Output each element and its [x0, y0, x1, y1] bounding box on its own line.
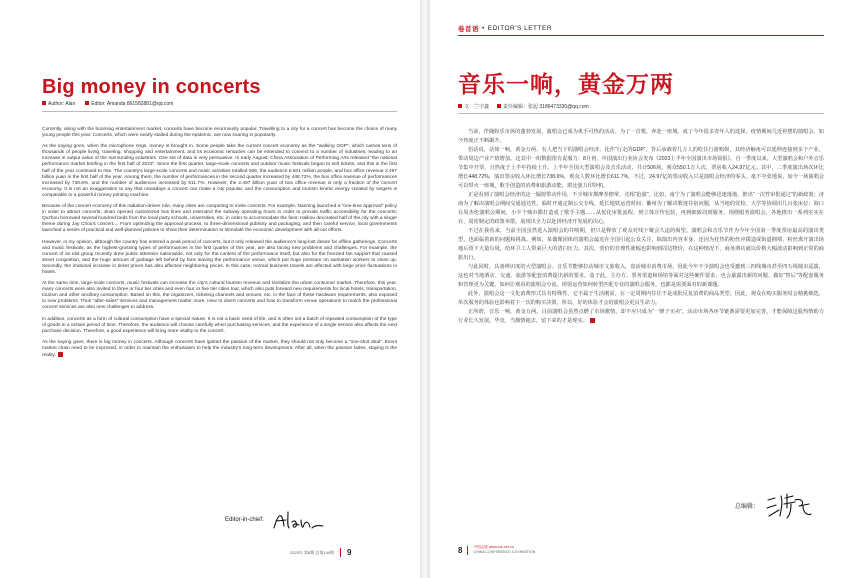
bullet-square-icon [458, 104, 462, 108]
signature-label: Editor-in-chief: [225, 517, 264, 523]
paragraph: 此外，演唱会这一文化消费形式具有特殊性。它不属于生活刚需，在一定周期内往往不是成批反复消费的商品类型。因此，观众在购买服务时会精挑细选，单次服务的体验也影响着下一次的购买决策。所以，好的体验才会给演唱会更具生命力。 [458, 291, 824, 306]
signature-chinese-image [765, 490, 813, 520]
editor-credit: Editor: Amanda 861582881@qq.com [85, 101, 173, 107]
footer-divider [340, 548, 341, 557]
bullet-square-icon [42, 101, 46, 105]
book-spine [420, 0, 430, 578]
byline-divider [42, 111, 397, 112]
paragraph: As the saying goes, when the microphone rings, money is brought in. Some people take the current concert economy as the "walking GDP", which carries tens of thousands of people living, traveling, shopping and entertainment, and its economic tentacles can be extended to connect to a number of industries, leading to an increase in output value of the surrounding industries. One set of data is very persuasive. In early August, China Association of Performing Arts released "the national performance market briefing in the first half of 2023". Since the first quarter, large-scale concerts and outdoor music festivals began to sell tickets, and this in the first half of the year continued to rise. The country's large-scale concerts and music activities totalled 506, the audience 5.501 million people, and box office revenue 2.497 billion yuan in the first half of the year. Among them, the number of performances in the second quarter increased by 448.72%, the box office revenue of performances increased by 738.6%, and the number of audiences increased by 611.7%. However, the 2.497 billion yuan of box office revenue is only a fraction of the concert economy. It is not an exaggeration to say that nowadays a concert can make a city popular, and the consumption and tourism kinetic energy created by singers is comparable to a powerful money printing machine. [42, 144, 397, 198]
bullet-square-icon [85, 101, 89, 105]
section-dot-icon: • [482, 25, 485, 32]
author-credit-cn: 文：兰宇鑫 [458, 103, 489, 110]
english-title: Big money in concerts [42, 76, 261, 98]
signature-alan-image [270, 508, 325, 532]
english-article-body [42, 127, 397, 364]
paragraph: However, in my opinion, although the country has entered a peak period of concerts, but it only released the audience's long-lost desire for offline gatherings. Concerts and music festivals, as the highest-grossing types of performances in the first quarter of this year, are also facing new problems and challenges. For example, the concert of an idol group recently drew public attention nationwide, not only for the content of the performance itself, but also for the frenzied fan support that caused street congestion, and the huge amount of garbage left behind by fans leaving the performance venue, which put huge pressure on sanitation workers to clean up. Secondly, the irrational increase in ticket prices has also affected neighboring prices. In this case, normal business travels are affected with large price fluctuations in hotels. [42, 239, 397, 275]
chinese-byline [458, 103, 589, 110]
chinese-article-body [458, 128, 824, 326]
english-byline [42, 101, 173, 107]
paragraph: 正是看到了演唱会经济的这一辐射带动作用，不少城市都摩拳擦掌，竞相“抢演”。比如，南宁为了演唱会能够迅速落地，推出“一次性审批通过”的新政策；济南为了解决演唱会期间交通通达性，临时开通定制公交专线，延长地铁运营时间；衢州为了解决歌迷住宿问题，从当地的党校、大学等协调出几百张床位；海口在周杰伦演唱会期间，小半个城市都打造成了歌手主题……从优化审批流程，到立体宣传包装，再到细致周到服务，围绕服务演唱会，各地推出一系列实实在在、周密制定的政策举措，展现出全力以赴拼经济开发展的决心。 [458, 192, 824, 225]
end-mark-icon [58, 352, 63, 357]
paragraph: At the same time, large-scale concerts, music festivals can increase the city's cultural tourism revenue and revitalize the urban consumer market. Therefore, this year, many concerts were also invited to three or four tier cities and even four or five tier cities tour, which also puts forward new requirements for local hotels, transportation, tourism and other ancillary consumption. Based on this, the organizers, ticketing channels and venues, etc. in the face of these hardware requirements, also exposed to new problems. Thus "after-sales" services and management matter more. How to divert concerts and how to transform venue operations to match the professional concert services are also new challenges to address. [42, 281, 397, 311]
footer-divider [467, 546, 468, 555]
section-divider [458, 35, 824, 36]
chinese-page [430, 0, 850, 578]
right-page-footer [458, 545, 535, 555]
author-credit: Author: Alan [42, 101, 75, 107]
section-header [458, 24, 552, 33]
section-label-cn: 卷首语 [458, 26, 479, 33]
paragraph: 俗话说，话筒一响，黄金万两。有人把当下的演唱会经济，比作“行走的GDP”，背后承载着几万人的吃住行游购娱，其经济触角可以延伸连接到多个产业，带动周边产业产值增加。这其中一组数据很有说服力：8月初，中国演出行业协会发布《2023上半年全国演出市场简报》。自一季度以来，大型演唱会和户外音乐节集中开票，且热度于上半年持续上升。上半年全国大型演唱会及音乐活动，共计506场，观众550.1万人次，票房收入24.97亿元。其中，二季度演出场次环比增长448.72%，演出票房收入环比增长738.6%，观众人数环比增长611.7%。不过，24.97亿的票房收入只是演唱会经济的零头。毫不夸张地说，如今一场演唱会可以带火一座城，歌手创造的消费和旅游动能，堪比强力印钞机。 [458, 147, 824, 189]
left-page-footer [290, 548, 351, 557]
byline-divider-cn [458, 113, 824, 114]
editor-credit-cn: 责任编辑：张起 3186473330@qq.com [497, 103, 589, 110]
paragraph: 当前，伴随娱乐市场的蓬勃发展，演唱会已成为炙手可热的活动。为了一首歌，奔赴一座城，成了今年很多青年人的选择。疫情期间几近停摆的演唱会，如今热度正不断飙升。 [458, 129, 824, 144]
paragraph: In addition, concerts as a form of cultural consumption have a special nature. It is not a basic need of life, and is often not a batch of repeated consumption of the type of goods in a certain period of time. Therefore, the audience will choose carefully when purchasing services, and the experience of a single service also affects the next purchase decision. Therefore, a good experience will bring more vitality to the concert. [42, 316, 397, 334]
signature-label-cn: 总编辑： [735, 503, 760, 510]
english-page [0, 0, 420, 578]
paragraph: 不过在我看来，当前全国虽然进入演唱会的井喷期，但只是释放了观众对线下聚会久违的渴望。演唱会和音乐节作为今年全国第一季度票房最高的演出类型，也面临着新的问题和挑战。例如，某偶像团体的演唱会最近在全国引起公众关注，除演出内容本身，还因为狂热的粉丝应援造成街道拥堵，粉丝离开演出场地后留下大量垃圾，给环卫工人带来巨大的清扫压力。其次，票价的非理性涨幅也影响到周边物价，在这种情况下，商务酒店就以价格大幅波动影响到正常的商旅出行。 [458, 228, 824, 261]
paragraph: Currently, along with the booming entertainment market, concerts have become enormously popular. Travelling to a city for a concert has become the choice of many young people this year. Concerts, which were nearly stalled during the epidemic, are now soaring in popularity. [42, 127, 397, 139]
chinese-title: 音乐一响，黄金万两 [458, 71, 674, 97]
issue-info: 2023年 第8期 总第144期 [290, 549, 335, 555]
page-number: 9 [347, 548, 352, 557]
bullet-square-icon [497, 104, 501, 108]
paragraph: Because of the concert economy of this radiation-driven role, many cities are competing to invite concerts. For example, Nanning launched a "one-time approval" policy in order to attract concerts; Jinan opened customized bus lines and extended the subway operating hours in order to provide traffic accessibility for the concerts; Quzhou borrowed several hundred beds from the local party schools, universities, etc. in order to accommodate the fans; Haikou decorated half of the city with a singer theme during Jay Chou's concert.... From optimizing the approval process, to three-dimensional publicity and packaging, and then careful service, local governments launched a series of practical and well-planned policies to show their determination to stimulate the economic development with all-out efforts. [42, 204, 397, 234]
page-number: 8 [458, 545, 463, 555]
editor-signature [225, 508, 325, 532]
section-label-en: EDITOR'S LETTER [487, 25, 553, 32]
paragraph: 与此同时，具备辨识度的大型演唱会、音乐节能够拉动城市文旅收入，盘活城市消费市场。因此今年不少演唱会也受邀到三四线城市甚至四五线城市巡演，这也对当地酒店、交通、旅游等配套消费提出新的要求。基于此，主办方、票务渠道和场馆等面对这些硬件要求，也会暴露出新的问题。做好“售后”等配套服务和管理更为关键。如何让观看的演唱会分流、场馆运营如何转型匹配专业的演唱会服务，也都是需要面对的新课题。 [458, 264, 824, 288]
chief-editor-signature [735, 490, 813, 520]
magazine-info: 中国会展 www.cce.net.cn CHINA CONFERENCE & EXHIBITION [473, 545, 536, 554]
paragraph-last: As the saying goes, there is big money in concerts. Although concerts have ignited the passion of the market, they should not only become a "one-shot deal". Event market chain need to be improved, in order to maintain the enthusiasm to help the industry's long-term development. After all, when the passion fades, staying is the reality. [42, 339, 397, 358]
paragraph-last: 正所谓，音乐一响，黄金万两。目前演唱会虽然点燃了市场激情，却不应只成为“一锤子买卖”。活动市场各环节链条需要更加完善，才能保障这股热情助力行业长久发展。毕竟，当激情褪去，留下来的才是现实。 [458, 309, 824, 324]
end-mark-icon [590, 318, 595, 323]
